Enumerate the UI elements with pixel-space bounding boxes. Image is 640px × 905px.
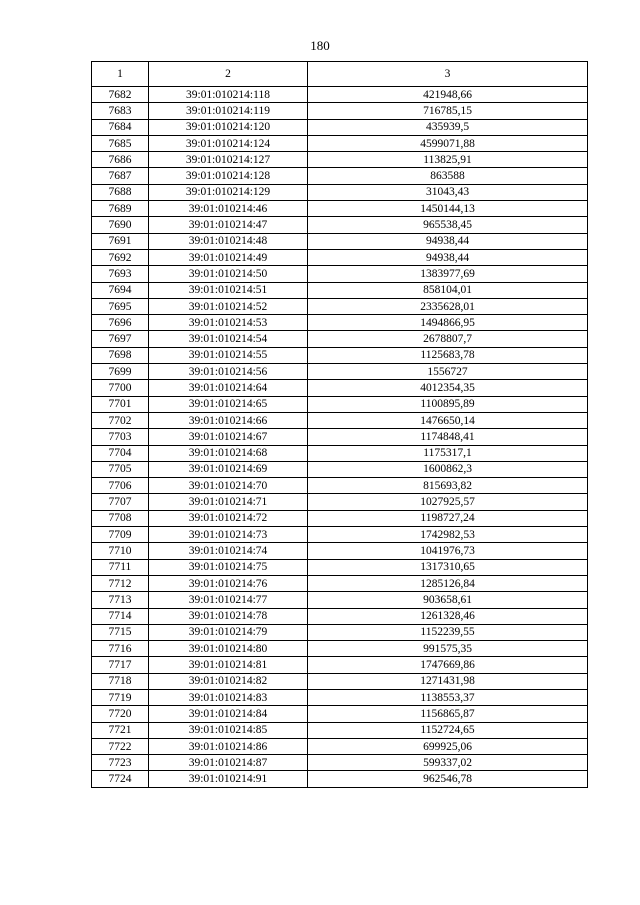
row-number-cell: 7716 [92, 641, 149, 657]
row-number-cell: 7703 [92, 429, 149, 445]
value-cell: 1383977,69 [308, 266, 588, 282]
row-number-cell: 7717 [92, 657, 149, 673]
cadastral-number-cell: 39:01:010214:48 [149, 233, 308, 249]
value-cell: 1198727,24 [308, 510, 588, 526]
cadastral-number-cell: 39:01:010214:119 [149, 103, 308, 119]
table-row [92, 494, 588, 510]
value-cell: 1747669,86 [308, 657, 588, 673]
value-cell: 1450144,13 [308, 201, 588, 217]
page-number: 180 [310, 38, 330, 53]
row-number-cell: 7692 [92, 249, 149, 265]
row-number-cell: 7682 [92, 87, 149, 103]
table-row [92, 282, 588, 298]
row-number-cell: 7689 [92, 201, 149, 217]
value-cell: 4012354,35 [308, 380, 588, 396]
row-number-cell: 7701 [92, 396, 149, 412]
value-cell: 2678807,7 [308, 331, 588, 347]
row-number-cell: 7710 [92, 543, 149, 559]
cadastral-number-cell: 39:01:010214:53 [149, 315, 308, 331]
cadastral-number-cell: 39:01:010214:84 [149, 706, 308, 722]
cadastral-number-cell: 39:01:010214:65 [149, 396, 308, 412]
table-row [92, 689, 588, 705]
column-header-3: 3 [308, 62, 588, 87]
row-number-cell: 7688 [92, 184, 149, 200]
cadastral-number-cell: 39:01:010214:118 [149, 87, 308, 103]
cadastral-number-cell: 39:01:010214:85 [149, 722, 308, 738]
table-row [92, 298, 588, 314]
value-cell: 1556727 [308, 364, 588, 380]
row-number-cell: 7702 [92, 412, 149, 428]
row-number-cell: 7690 [92, 217, 149, 233]
table-row [92, 543, 588, 559]
cadastral-number-cell: 39:01:010214:81 [149, 657, 308, 673]
table-row [92, 184, 588, 200]
value-cell: 1600862,3 [308, 461, 588, 477]
row-number-cell: 7684 [92, 119, 149, 135]
row-number-cell: 7694 [92, 282, 149, 298]
value-cell: 991575,35 [308, 641, 588, 657]
table-row [92, 331, 588, 347]
value-cell: 863588 [308, 168, 588, 184]
table-row [92, 722, 588, 738]
row-number-cell: 7683 [92, 103, 149, 119]
value-cell: 903658,61 [308, 592, 588, 608]
cadastral-number-cell: 39:01:010214:83 [149, 689, 308, 705]
cadastral-number-cell: 39:01:010214:87 [149, 755, 308, 771]
row-number-cell: 7724 [92, 771, 149, 787]
cadastral-number-cell: 39:01:010214:128 [149, 168, 308, 184]
table-row [92, 412, 588, 428]
value-cell: 699925,06 [308, 738, 588, 754]
table-row [92, 592, 588, 608]
cadastral-number-cell: 39:01:010214:127 [149, 152, 308, 168]
table-row [92, 347, 588, 363]
value-cell: 2335628,01 [308, 298, 588, 314]
row-number-cell: 7699 [92, 364, 149, 380]
cadastral-number-cell: 39:01:010214:75 [149, 559, 308, 575]
value-cell: 965538,45 [308, 217, 588, 233]
cadastral-number-cell: 39:01:010214:69 [149, 461, 308, 477]
row-number-cell: 7713 [92, 592, 149, 608]
table-row [92, 657, 588, 673]
row-number-cell: 7700 [92, 380, 149, 396]
cadastral-number-cell: 39:01:010214:86 [149, 738, 308, 754]
row-number-cell: 7696 [92, 315, 149, 331]
cadastral-number-cell: 39:01:010214:73 [149, 527, 308, 543]
row-number-cell: 7685 [92, 135, 149, 151]
value-cell: 858104,01 [308, 282, 588, 298]
value-cell: 1041976,73 [308, 543, 588, 559]
column-header-2: 2 [149, 62, 308, 87]
value-cell: 1476650,14 [308, 412, 588, 428]
value-cell: 421948,66 [308, 87, 588, 103]
cadastral-number-cell: 39:01:010214:67 [149, 429, 308, 445]
value-cell: 94938,44 [308, 233, 588, 249]
table-row [92, 249, 588, 265]
table-row [92, 559, 588, 575]
table-row [92, 266, 588, 282]
table-row [92, 771, 588, 787]
value-cell: 1027925,57 [308, 494, 588, 510]
cadastral-number-cell: 39:01:010214:72 [149, 510, 308, 526]
cadastral-number-cell: 39:01:010214:47 [149, 217, 308, 233]
value-cell: 1742982,53 [308, 527, 588, 543]
value-cell: 1152724,65 [308, 722, 588, 738]
table-row [92, 478, 588, 494]
table-row [92, 87, 588, 103]
data-table [91, 61, 588, 788]
row-number-cell: 7712 [92, 575, 149, 591]
row-number-cell: 7714 [92, 608, 149, 624]
cadastral-number-cell: 39:01:010214:64 [149, 380, 308, 396]
table-row [92, 624, 588, 640]
row-number-cell: 7695 [92, 298, 149, 314]
row-number-cell: 7722 [92, 738, 149, 754]
value-cell: 1271431,98 [308, 673, 588, 689]
table-row [92, 217, 588, 233]
value-cell: 1494866,95 [308, 315, 588, 331]
table-row [92, 738, 588, 754]
table-row [92, 396, 588, 412]
table-row [92, 135, 588, 151]
table-row [92, 119, 588, 135]
row-number-cell: 7698 [92, 347, 149, 363]
value-cell: 1175317,1 [308, 445, 588, 461]
row-number-cell: 7687 [92, 168, 149, 184]
value-cell: 716785,15 [308, 103, 588, 119]
cadastral-number-cell: 39:01:010214:66 [149, 412, 308, 428]
row-number-cell: 7723 [92, 755, 149, 771]
row-number-cell: 7721 [92, 722, 149, 738]
table-header-row [92, 62, 588, 87]
table-row [92, 510, 588, 526]
table-row [92, 445, 588, 461]
value-cell: 1317310,65 [308, 559, 588, 575]
cadastral-number-cell: 39:01:010214:77 [149, 592, 308, 608]
cadastral-number-cell: 39:01:010214:52 [149, 298, 308, 314]
table-row [92, 755, 588, 771]
row-number-cell: 7706 [92, 478, 149, 494]
value-cell: 113825,91 [308, 152, 588, 168]
cadastral-number-cell: 39:01:010214:78 [149, 608, 308, 624]
cadastral-number-cell: 39:01:010214:54 [149, 331, 308, 347]
table-row [92, 461, 588, 477]
table-row [92, 364, 588, 380]
value-cell: 1125683,78 [308, 347, 588, 363]
row-number-cell: 7720 [92, 706, 149, 722]
table-row [92, 201, 588, 217]
value-cell: 599337,02 [308, 755, 588, 771]
value-cell: 94938,44 [308, 249, 588, 265]
value-cell: 435939,5 [308, 119, 588, 135]
row-number-cell: 7691 [92, 233, 149, 249]
row-number-cell: 7704 [92, 445, 149, 461]
value-cell: 1261328,46 [308, 608, 588, 624]
cadastral-number-cell: 39:01:010214:50 [149, 266, 308, 282]
value-cell: 4599071,88 [308, 135, 588, 151]
table-row [92, 575, 588, 591]
cadastral-number-cell: 39:01:010214:46 [149, 201, 308, 217]
row-number-cell: 7708 [92, 510, 149, 526]
row-number-cell: 7709 [92, 527, 149, 543]
cadastral-number-cell: 39:01:010214:70 [149, 478, 308, 494]
value-cell: 1174848,41 [308, 429, 588, 445]
cadastral-number-cell: 39:01:010214:76 [149, 575, 308, 591]
cadastral-number-cell: 39:01:010214:80 [149, 641, 308, 657]
cadastral-number-cell: 39:01:010214:82 [149, 673, 308, 689]
table-row [92, 380, 588, 396]
table-row [92, 152, 588, 168]
value-cell: 962546,78 [308, 771, 588, 787]
cadastral-number-cell: 39:01:010214:55 [149, 347, 308, 363]
cadastral-number-cell: 39:01:010214:91 [149, 771, 308, 787]
cadastral-number-cell: 39:01:010214:56 [149, 364, 308, 380]
table-row [92, 608, 588, 624]
table-row [92, 168, 588, 184]
cadastral-number-cell: 39:01:010214:51 [149, 282, 308, 298]
value-cell: 1285126,84 [308, 575, 588, 591]
row-number-cell: 7718 [92, 673, 149, 689]
row-number-cell: 7707 [92, 494, 149, 510]
table-row [92, 673, 588, 689]
cadastral-number-cell: 39:01:010214:79 [149, 624, 308, 640]
cadastral-number-cell: 39:01:010214:129 [149, 184, 308, 200]
row-number-cell: 7705 [92, 461, 149, 477]
row-number-cell: 7697 [92, 331, 149, 347]
table-row [92, 315, 588, 331]
cadastral-number-cell: 39:01:010214:120 [149, 119, 308, 135]
cadastral-number-cell: 39:01:010214:71 [149, 494, 308, 510]
row-number-cell: 7719 [92, 689, 149, 705]
row-number-cell: 7715 [92, 624, 149, 640]
row-number-cell: 7686 [92, 152, 149, 168]
value-cell: 31043,43 [308, 184, 588, 200]
value-cell: 1138553,37 [308, 689, 588, 705]
value-cell: 1100895,89 [308, 396, 588, 412]
cadastral-number-cell: 39:01:010214:68 [149, 445, 308, 461]
table-row [92, 527, 588, 543]
cadastral-number-cell: 39:01:010214:74 [149, 543, 308, 559]
cadastral-number-cell: 39:01:010214:49 [149, 249, 308, 265]
row-number-cell: 7693 [92, 266, 149, 282]
table-row [92, 103, 588, 119]
table-row [92, 706, 588, 722]
table-body [92, 62, 588, 788]
value-cell: 815693,82 [308, 478, 588, 494]
value-cell: 1152239,55 [308, 624, 588, 640]
table-row [92, 233, 588, 249]
value-cell: 1156865,87 [308, 706, 588, 722]
cadastral-number-cell: 39:01:010214:124 [149, 135, 308, 151]
table-row [92, 429, 588, 445]
row-number-cell: 7711 [92, 559, 149, 575]
table-row [92, 641, 588, 657]
column-header-1: 1 [92, 62, 149, 87]
